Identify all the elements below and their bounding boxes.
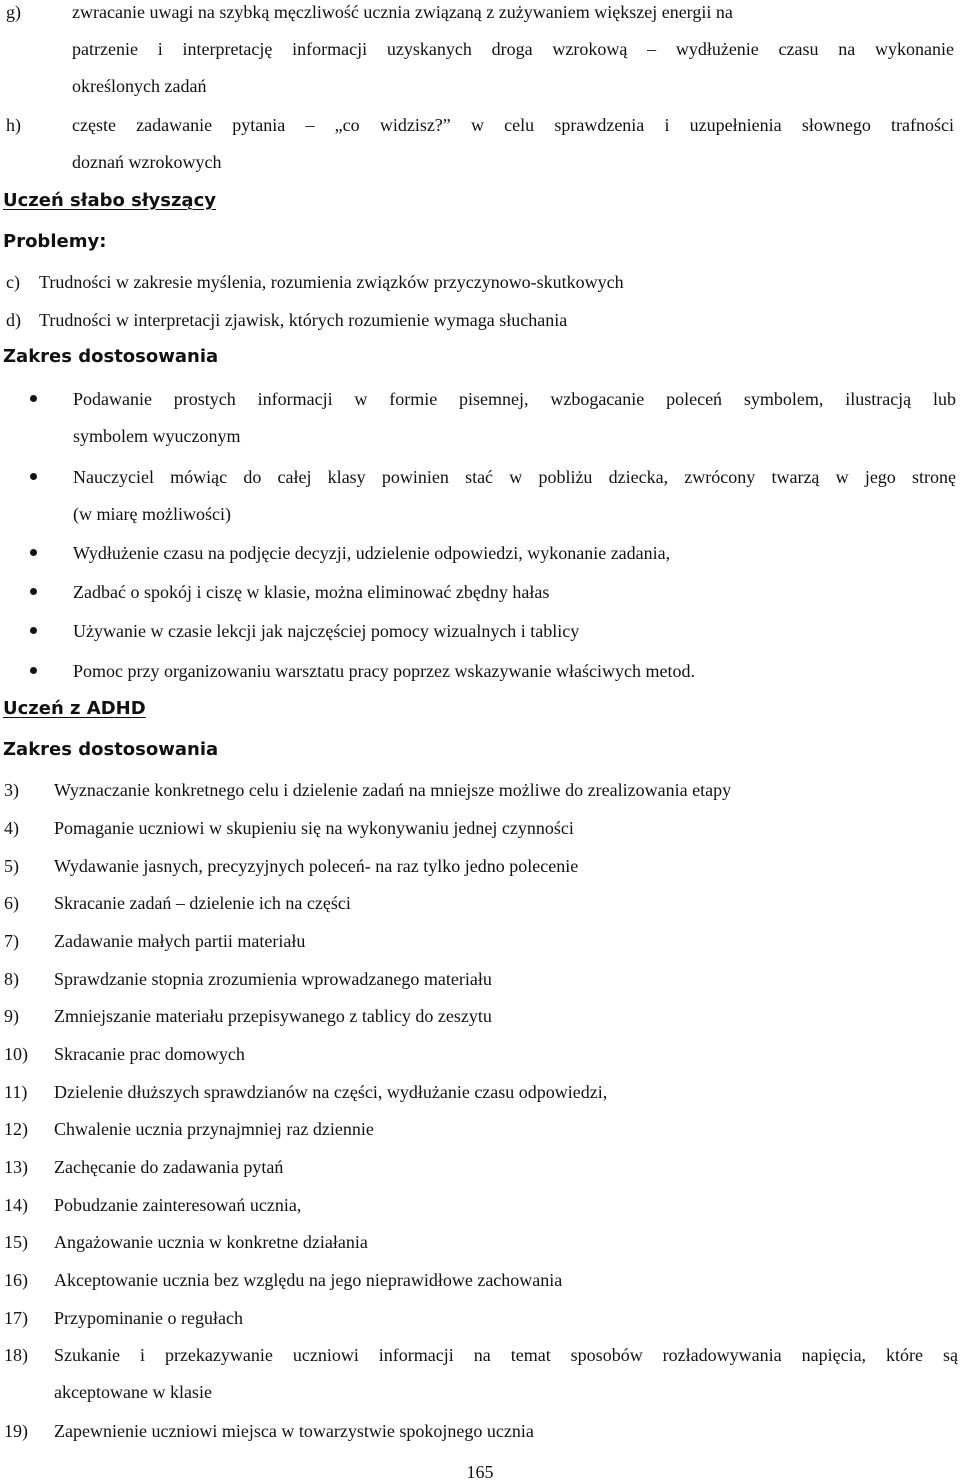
numbered-list-item <box>4 1074 958 1111</box>
problems-heading: Problemy: <box>3 231 107 252</box>
list-marker: 19) <box>4 1421 28 1441</box>
numbered-list-item <box>4 810 958 847</box>
bullet-dot <box>30 627 37 634</box>
list-item-text: Wydawanie jasnych, precyzyjnych poleceń- na raz tylko jedno polecenie <box>54 856 579 876</box>
list-marker: 8) <box>4 969 19 989</box>
list-marker: h) <box>6 115 21 135</box>
list-marker: 4) <box>4 818 19 838</box>
list-item-text: Dzielenie dłuższych sprawdzianów na części, wydłużanie czasu odpowiedzi, <box>54 1082 608 1102</box>
problem-item-c <box>6 270 624 294</box>
numbered-list-item <box>4 1224 958 1261</box>
bullet-item <box>30 381 956 455</box>
list-marker: c) <box>6 272 20 292</box>
bullet-dot <box>30 549 37 556</box>
list-item-text: Zadawanie małych partii materiału <box>54 931 306 951</box>
bullet-dot <box>30 667 37 674</box>
list-marker: 13) <box>4 1157 28 1177</box>
list-item-text: częste zadawanie pytania – „co widzisz?” w celu sprawdzenia i uzupełnienia słownego trafności <box>72 115 954 135</box>
bullet-dot <box>30 395 37 402</box>
numbered-list-item <box>4 1300 958 1337</box>
bullet-text: Zadbać o spokój i ciszę w klasie, można eliminować zbędny hałas <box>73 582 550 602</box>
list-marker: 9) <box>4 1006 19 1026</box>
list-item-text: patrzenie i interpretację informacji uzyskanych droga wzrokową – wydłużenie czasu na wykonanie <box>72 39 954 59</box>
list-marker: d) <box>6 310 21 330</box>
list-item-text: Chwalenie ucznia przynajmniej raz dziennie <box>54 1119 374 1139</box>
numbered-list-item <box>4 848 958 885</box>
list-item-text: zwracanie uwagi na szybką męczliwość ucznia związaną z zużywaniem większej energii na <box>72 2 733 22</box>
bullet-text: symbolem wyuczonym <box>73 426 241 446</box>
list-item-text: Pobudzanie zainteresowań ucznia, <box>54 1195 302 1215</box>
bullet-dot <box>30 473 37 480</box>
numbered-list-item <box>4 998 958 1035</box>
list-marker: 10) <box>4 1044 28 1064</box>
list-item-text: akceptowane w klasie <box>54 1382 212 1402</box>
bullet-text: Podawanie prostych informacji w formie pisemnej, wzbogacanie poleceń symbolem, ilustracją lub <box>73 389 956 409</box>
bullet-text: Wydłużenie czasu na podjęcie decyzji, udzielenie odpowiedzi, wykonanie zadania, <box>73 543 671 563</box>
list-marker: 16) <box>4 1270 28 1290</box>
list-item-text: Skracanie zadań – dzielenie ich na części <box>54 893 351 913</box>
list-item-text: Pomaganie uczniowi w skupieniu się na wykonywaniu jednej czynności <box>54 818 574 838</box>
numbered-list-item <box>4 885 958 922</box>
list-item-text: Akceptowanie ucznia bez względu na jego nieprawidłowe zachowania <box>54 1270 563 1290</box>
section-heading-hearing: Uczeń słabo słyszący <box>3 190 216 211</box>
list-item-text: Skracanie prac domowych <box>54 1044 245 1064</box>
list-item-text: Zapewnienie uczniowi miejsca w towarzystwie spokojnego ucznia <box>54 1421 534 1441</box>
list-marker: g) <box>6 2 21 22</box>
list-item-text: Wyznaczanie konkretnego celu i dzielenie zadań na mniejsze możliwe do zrealizowania etapy <box>54 780 732 800</box>
numbered-list-item <box>4 961 958 998</box>
list-item-text: Trudności w zakresie myślenia, rozumienia związków przyczynowo-skutkowych <box>39 272 624 292</box>
adaptation-heading-adhd: Zakres dostosowania <box>3 739 219 760</box>
list-item-text: Przypominanie o regułach <box>54 1308 243 1328</box>
bullet-text: Używanie w czasie lekcji jak najczęściej pomocy wizualnych i tablicy <box>73 621 580 641</box>
numbered-list-item <box>4 923 958 960</box>
list-marker: 14) <box>4 1195 28 1215</box>
list-item-line <box>6 107 954 144</box>
list-marker: 15) <box>4 1232 28 1252</box>
problem-item-d <box>6 308 567 332</box>
bullet-text: Pomoc przy organizowaniu warsztatu pracy poprzez wskazywanie właściwych metod. <box>73 661 695 681</box>
list-item-text: Zachęcanie do zadawania pytań <box>54 1157 284 1177</box>
bullet-text: Nauczyciel mówiąc do całej klasy powinien stać w pobliżu dziecka, zwrócony twarzą w jego stronę <box>73 467 956 487</box>
list-item-line <box>6 0 954 31</box>
numbered-list-item <box>4 1187 958 1224</box>
list-item-text: Zmniejszanie materiału przepisywanego z tablicy do zeszytu <box>54 1006 492 1026</box>
list-item-text: określonych zadań <box>72 76 207 96</box>
list-item-text: Sprawdzanie stopnia zrozumienia wprowadzanego materiału <box>54 969 492 989</box>
bullet-text: (w miarę możliwości) <box>73 504 231 524</box>
numbered-list-item <box>4 1337 958 1411</box>
bullet-item <box>30 653 956 690</box>
numbered-list-item <box>4 1036 958 1073</box>
bullet-item <box>30 535 956 572</box>
list-marker: 3) <box>4 780 19 800</box>
list-marker: 17) <box>4 1308 28 1328</box>
numbered-list-item <box>4 1413 958 1450</box>
numbered-list-item <box>4 772 958 809</box>
list-item-g <box>6 0 954 105</box>
list-marker: 5) <box>4 856 19 876</box>
list-item-text: Szukanie i przekazywanie uczniowi informacji na temat sposobów rozładowywania napięcia, które są <box>54 1345 958 1365</box>
bullet-dot <box>30 588 37 595</box>
list-marker: 12) <box>4 1119 28 1139</box>
numbered-list-item <box>4 1149 958 1186</box>
bullet-item <box>30 574 956 611</box>
bullet-item <box>30 613 956 650</box>
list-item-text: doznań wzrokowych <box>72 152 222 172</box>
list-marker: 7) <box>4 931 19 951</box>
bullet-item <box>30 459 956 533</box>
numbered-list-item <box>4 1111 958 1148</box>
list-item-text: Trudności w interpretacji zjawisk, których rozumienie wymaga słuchania <box>39 310 568 330</box>
section-heading-adhd: Uczeń z ADHD <box>3 698 146 719</box>
list-marker: 18) <box>4 1345 28 1365</box>
list-item-text: Angażowanie ucznia w konkretne działania <box>54 1232 368 1252</box>
list-marker: 6) <box>4 893 19 913</box>
adaptation-heading-hearing: Zakres dostosowania <box>3 346 219 367</box>
page-number: 165 <box>466 1462 494 1482</box>
numbered-list-item <box>4 1262 958 1299</box>
list-item-h <box>6 107 954 181</box>
list-marker: 11) <box>4 1082 28 1102</box>
